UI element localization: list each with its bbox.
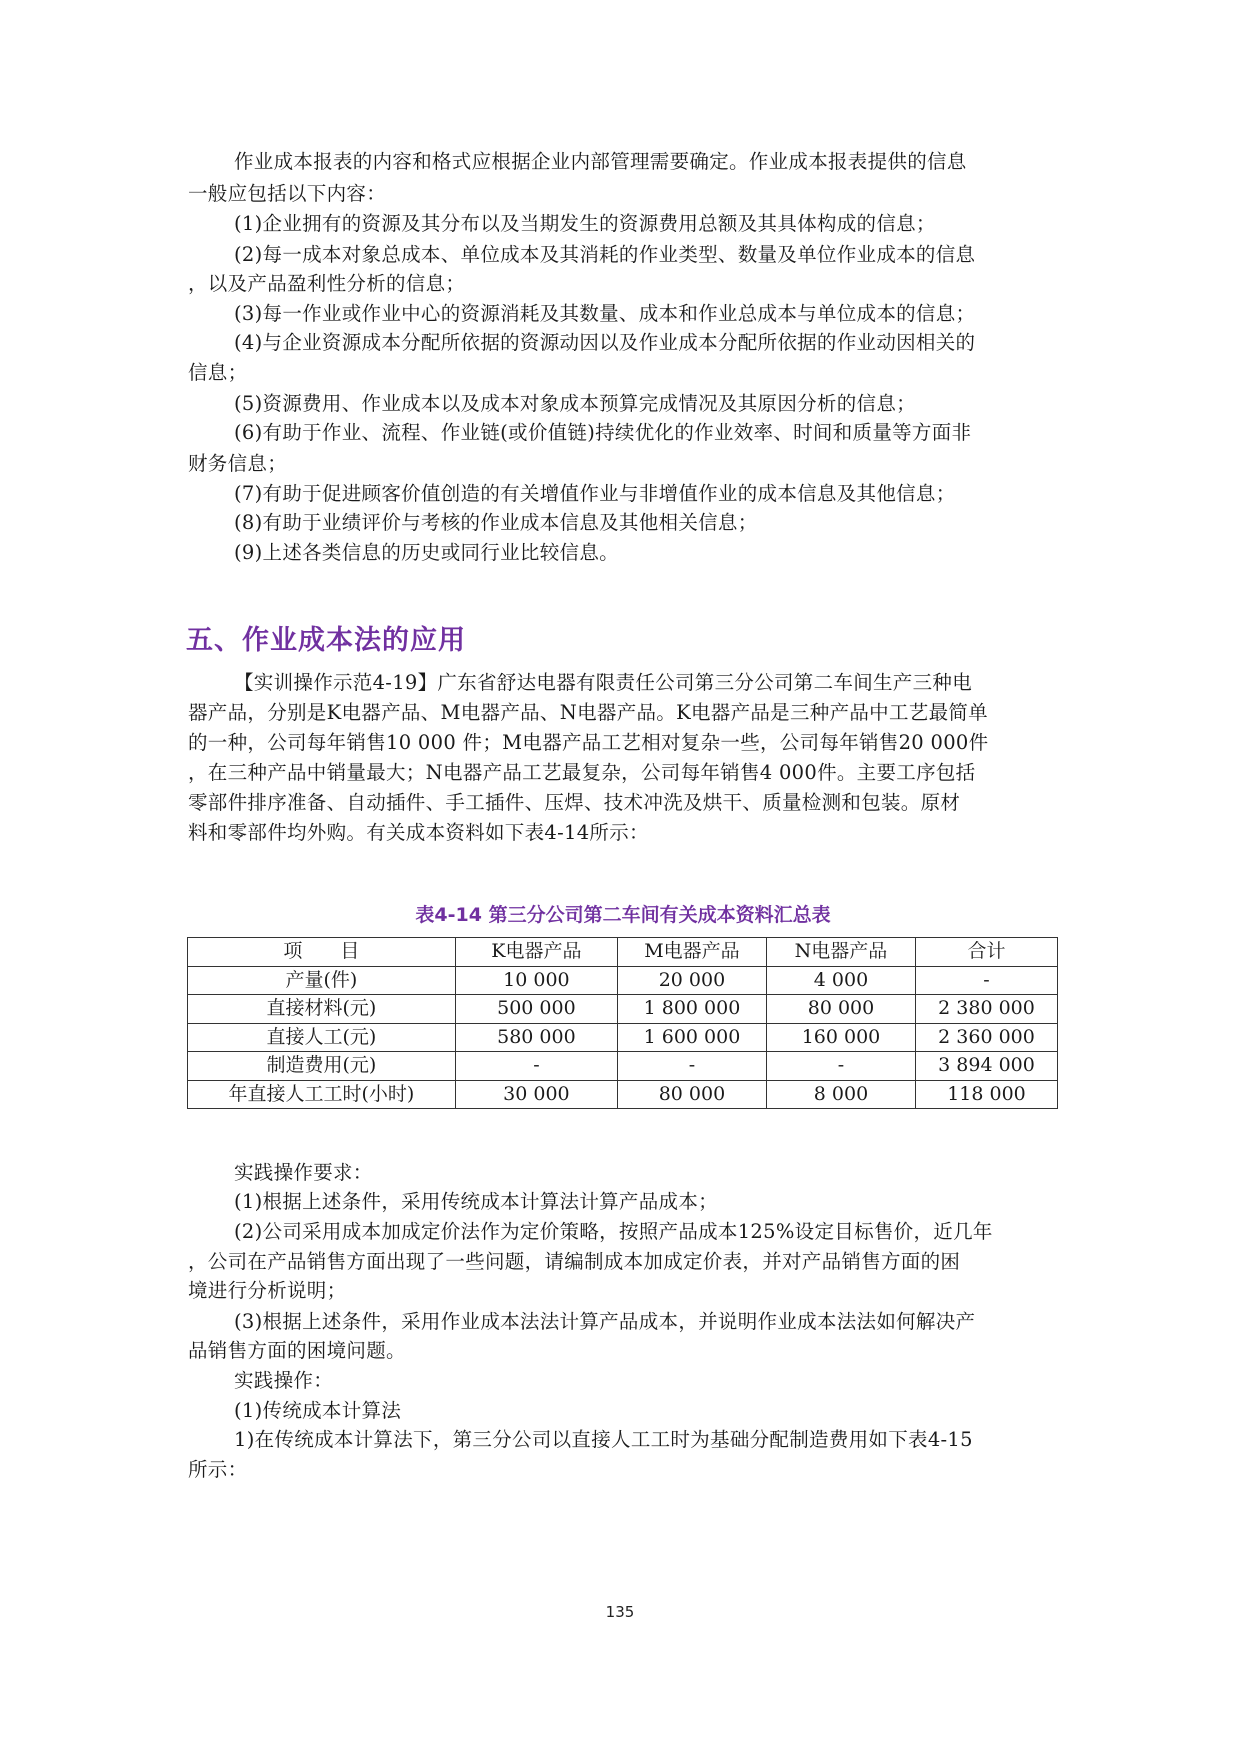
requirements-title: 实践操作要求： (234, 1161, 373, 1184)
list-item-continuation: ，以及产品盈利性分析的信息； (188, 272, 466, 295)
table-cell: 20 000 (617, 966, 766, 995)
table-row (188, 966, 1058, 995)
table-cell: 3 894 000 (915, 1052, 1057, 1081)
list-item: (6)有助于作业、流程、作业链(或价值链)持续优化的作业效率、时间和质量等方面非 (234, 421, 972, 444)
list-item: (5)资源费用、作业成本以及成本对象成本预算完成情况及其原因分析的信息； (234, 392, 916, 415)
list-item-continuation: 信息； (188, 361, 248, 384)
table-row (188, 995, 1058, 1024)
example-paragraph-line: 料和零部件均外购。有关成本资料如下表4-14所示： (188, 821, 649, 844)
table-cell: - (455, 1052, 617, 1081)
operation-title: 实践操作： (234, 1369, 334, 1392)
requirement-item: (2)公司采用成本加成定价法作为定价策略，按照产品成本125%设定目标售价，近几年 (234, 1220, 993, 1243)
requirement-item: (1)根据上述条件，采用传统成本计算法计算产品成本； (234, 1190, 718, 1213)
section-heading: 五、作业成本法的应用 (186, 625, 466, 656)
table-cell: 1 800 000 (617, 995, 766, 1024)
example-paragraph-line: 零部件排序准备、自动插件、手工插件、压焊、技术冲洗及烘干、质量检测和包装。原材 (188, 791, 961, 814)
requirement-item-continuation: 品销售方面的困境问题。 (188, 1339, 406, 1362)
header-cell-total: 合计 (915, 938, 1057, 967)
cost-data-table (187, 937, 1058, 1109)
list-item: (9)上述各类信息的历史或同行业比较信息。 (234, 541, 619, 564)
list-item: (7)有助于促进顾客价值创造的有关增值作业与非增值作业的成本信息及其他信息； (234, 482, 956, 505)
table-cell: 580 000 (455, 1023, 617, 1052)
list-item: (3)每一作业或作业中心的资源消耗及其数量、成本和作业总成本与单位成本的信息； (234, 302, 976, 325)
operation-step: 1)在传统成本计算法下，第三分公司以直接人工工时为基础分配制造费用如下表4-15 (234, 1428, 973, 1451)
table-cell: 2 360 000 (915, 1023, 1057, 1052)
table-header-row (188, 938, 1058, 967)
table-cell: 4 000 (766, 966, 915, 995)
table-row (188, 1080, 1058, 1109)
table-row (188, 1023, 1058, 1052)
table-row (188, 1052, 1058, 1081)
table-cell: 80 000 (617, 1080, 766, 1109)
table-cell: 160 000 (766, 1023, 915, 1052)
table-cell: 80 000 (766, 995, 915, 1024)
row-label: 制造费用(元) (188, 1052, 456, 1081)
table-cell: - (915, 966, 1057, 995)
table-caption: 表4-14 第三分公司第二车间有关成本资料汇总表 (415, 904, 831, 926)
row-label: 直接材料(元) (188, 995, 456, 1024)
list-item: (8)有助于业绩评价与考核的作业成本信息及其他相关信息； (234, 511, 758, 534)
list-item-continuation: 财务信息； (188, 452, 288, 475)
header-cell-m-product: M电器产品 (617, 938, 766, 967)
list-item: (1)企业拥有的资源及其分布以及当期发生的资源费用总额及其具体构成的信息； (234, 212, 936, 235)
operation-step-continuation: 所示： (188, 1458, 248, 1481)
header-cell-n-product: N电器产品 (766, 938, 915, 967)
row-label: 直接人工(元) (188, 1023, 456, 1052)
table-cell: 118 000 (915, 1080, 1057, 1109)
table-cell: 8 000 (766, 1080, 915, 1109)
requirement-item-continuation: ，公司在产品销售方面出现了一些问题，请编制成本加成定价表，并对产品销售方面的困 (188, 1250, 961, 1273)
table-cell: 30 000 (455, 1080, 617, 1109)
intro-paragraph-line: 一般应包括以下内容： (188, 182, 387, 205)
example-paragraph-line: 的一种，公司每年销售10 000 件；M电器产品工艺相对复杂一些，公司每年销售20 000件 (188, 731, 989, 754)
page-number: 135 (605, 1603, 635, 1621)
table-cell: - (766, 1052, 915, 1081)
requirement-item-continuation: 境进行分析说明； (188, 1279, 347, 1302)
row-label: 产量(件) (188, 966, 456, 995)
list-item: (4)与企业资源成本分配所依据的资源动因以及作业成本分配所依据的作业动因相关的 (234, 331, 976, 354)
table-cell: 10 000 (455, 966, 617, 995)
row-label: 年直接人工工时(小时) (188, 1080, 456, 1109)
example-paragraph-line: 【实训操作示范4-19】广东省舒达电器有限责任公司第三分公司第二车间生产三种电 (234, 671, 973, 694)
intro-paragraph-line: 作业成本报表的内容和格式应根据企业内部管理需要确定。作业成本报表提供的信息 (234, 150, 967, 173)
table-cell: 500 000 (455, 995, 617, 1024)
header-cell-k-product: K电器产品 (455, 938, 617, 967)
list-item: (2)每一成本对象总成本、单位成本及其消耗的作业类型、数量及单位作业成本的信息 (234, 243, 976, 266)
table-cell: - (617, 1052, 766, 1081)
example-paragraph-line: ，在三种产品中销量最大；N电器产品工艺最复杂，公司每年销售4 000件。主要工序包括 (188, 761, 976, 784)
example-paragraph-line: 器产品，分别是K电器产品、M电器产品、N电器产品。K电器产品是三种产品中工艺最简单 (188, 701, 988, 724)
table-cell: 1 600 000 (617, 1023, 766, 1052)
operation-subheading: (1)传统成本计算法 (234, 1399, 402, 1422)
header-cell-item: 项 目 (188, 938, 456, 967)
requirement-item: (3)根据上述条件，采用作业成本法法计算产品成本，并说明作业成本法法如何解决产 (234, 1310, 976, 1333)
table-cell: 2 380 000 (915, 995, 1057, 1024)
